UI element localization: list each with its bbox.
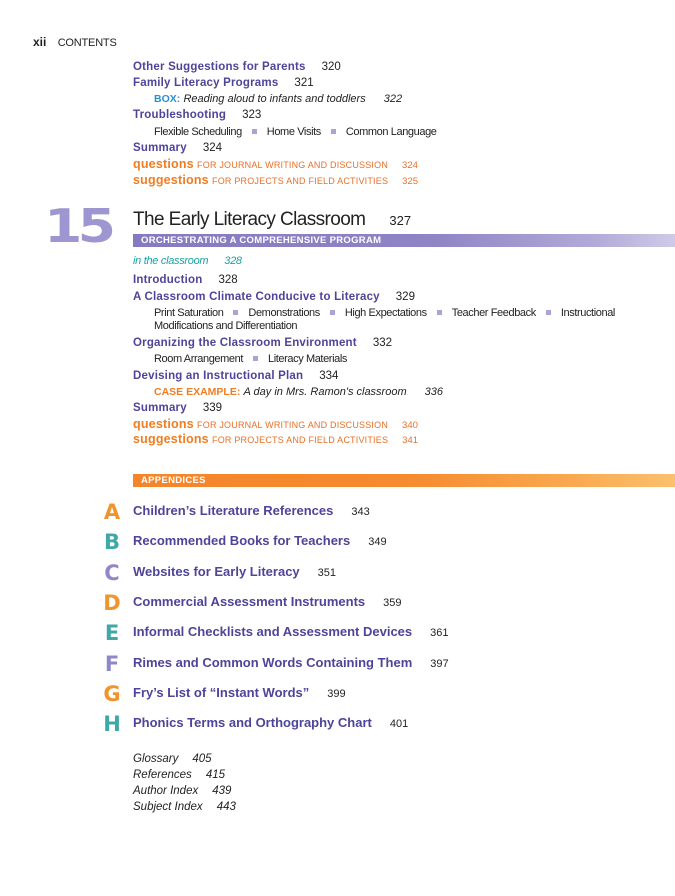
- entry-page: 324: [402, 160, 418, 171]
- toc-entry[interactable]: [133, 76, 314, 90]
- chapter-page: 327: [389, 213, 412, 228]
- subtopics: [154, 306, 615, 320]
- entry-page: 328: [218, 274, 238, 286]
- page-header: [33, 35, 117, 49]
- toc-entry[interactable]: [133, 336, 392, 350]
- entry-title: Informal Checklists and Assessment Devices: [133, 624, 413, 640]
- entry-title: Introduction: [133, 274, 203, 286]
- entry-page: 320: [321, 61, 341, 73]
- subtopic: Room Arrangement: [154, 353, 243, 365]
- chapter-heading[interactable]: [133, 209, 411, 232]
- entry-page: 329: [395, 291, 415, 303]
- questions-word: questions: [133, 417, 194, 431]
- appendix-entry[interactable]: [133, 715, 408, 732]
- box-entry[interactable]: [154, 92, 402, 106]
- entry-title: Fry’s List of “Instant Words”: [133, 684, 310, 700]
- entry-page: 340: [402, 420, 418, 431]
- backmatter-entry[interactable]: [133, 784, 231, 798]
- suggestions-entry[interactable]: [133, 173, 418, 189]
- case-label: CASE EXAMPLE:: [154, 386, 241, 398]
- subtopic: Instructional: [560, 307, 615, 319]
- questions-entry[interactable]: [133, 417, 418, 433]
- entry-page: 334: [319, 370, 339, 382]
- appendix-entry[interactable]: [133, 503, 370, 520]
- subtopics: [154, 352, 347, 366]
- entry-page: 361: [430, 627, 449, 640]
- bullet-square-icon: [252, 129, 257, 134]
- box-label: BOX:: [154, 93, 181, 105]
- chapter-subtitle-banner: ORCHESTRATING A COMPREHENSIVE PROGRAM: [133, 234, 675, 247]
- entry-title: Commercial Assessment Instruments: [133, 593, 366, 609]
- box-page: 322: [383, 93, 403, 105]
- entry-page: 323: [242, 109, 262, 121]
- appendix-entry[interactable]: [133, 624, 449, 641]
- entry-page: 328: [224, 255, 242, 267]
- entry-page: 351: [317, 566, 337, 579]
- entry-title: Other Suggestions for Parents: [133, 61, 306, 73]
- entry-page: 399: [327, 687, 346, 700]
- subtopic: High Expectations: [344, 307, 427, 319]
- questions-rest: FOR JOURNAL WRITING AND DISCUSSION: [197, 420, 389, 430]
- entry-page: 321: [294, 77, 314, 89]
- entry-page: 332: [372, 337, 393, 349]
- bullet-square-icon: [437, 310, 442, 315]
- toc-entry[interactable]: [133, 273, 238, 287]
- in-the-classroom-entry[interactable]: [133, 254, 242, 268]
- subtopic-continued: Modifications and Differentiation: [154, 320, 298, 332]
- backmatter-entry[interactable]: [133, 800, 236, 814]
- subtopics: [154, 125, 437, 139]
- entry-page: 324: [202, 142, 223, 154]
- entry-title: Troubleshooting: [133, 109, 227, 121]
- appendix-entry[interactable]: [133, 655, 449, 672]
- entry-page: 401: [389, 718, 409, 731]
- page-number: xii: [33, 35, 47, 49]
- entry-page: 325: [402, 176, 419, 187]
- entry-page: 339: [202, 402, 223, 414]
- bullet-square-icon: [233, 310, 238, 315]
- appendix-letter: C: [104, 560, 120, 585]
- suggestions-word: suggestions: [133, 432, 209, 446]
- bullet-square-icon: [330, 310, 335, 315]
- subtopic: Teacher Feedback: [451, 307, 536, 319]
- entry-title: in the classroom: [133, 255, 209, 267]
- appendix-entry[interactable]: [133, 594, 402, 611]
- questions-entry[interactable]: [133, 157, 418, 173]
- toc-entry[interactable]: [133, 141, 222, 155]
- toc-entry[interactable]: [133, 290, 415, 304]
- toc-entry[interactable]: [133, 108, 261, 122]
- toc-entry[interactable]: [133, 401, 222, 415]
- entry-title: Subject Index: [133, 801, 203, 813]
- bullet-square-icon: [253, 356, 258, 361]
- subtopic: Flexible Scheduling: [154, 126, 242, 138]
- questions-rest: FOR JOURNAL WRITING AND DISCUSSION: [197, 160, 389, 170]
- backmatter-entry[interactable]: [133, 768, 225, 782]
- entry-title: Summary: [133, 402, 187, 414]
- bullet-square-icon: [546, 310, 551, 315]
- subtopic: Home Visits: [266, 126, 321, 138]
- toc-entry[interactable]: [133, 60, 341, 74]
- entry-title: Family Literacy Programs: [133, 77, 279, 89]
- entry-title: Recommended Books for Teachers: [133, 533, 351, 549]
- case-example-entry[interactable]: [154, 385, 443, 399]
- chapter-number: 15: [44, 199, 112, 253]
- appendix-letter: D: [103, 590, 121, 615]
- subtopic: Common Language: [345, 126, 437, 138]
- entry-title: Organizing the Classroom Environment: [133, 337, 357, 349]
- entry-title: A Classroom Climate Conducive to Literacy: [133, 291, 380, 303]
- appendix-letter: G: [103, 681, 121, 706]
- entry-page: 341: [402, 435, 419, 446]
- suggestions-word: suggestions: [133, 173, 209, 187]
- toc-entry[interactable]: [133, 369, 338, 383]
- questions-word: questions: [133, 157, 194, 171]
- entry-page: 359: [383, 596, 402, 609]
- appendix-entry[interactable]: [133, 533, 387, 550]
- subtopic: Demonstrations: [248, 307, 320, 319]
- suggestions-entry[interactable]: [133, 432, 418, 448]
- appendix-letter: H: [103, 712, 121, 737]
- case-title: A day in Mrs. Ramon's classroom: [243, 386, 407, 398]
- entry-title: Glossary: [133, 753, 179, 765]
- entry-page: 443: [216, 801, 236, 813]
- entry-title: Websites for Early Literacy: [133, 563, 300, 579]
- entry-title: Phonics Terms and Orthography Chart: [133, 715, 372, 731]
- entry-page: 343: [351, 506, 370, 518]
- appendix-letter: A: [103, 500, 121, 524]
- case-page: 336: [424, 386, 443, 398]
- suggestions-rest: FOR PROJECTS AND FIELD ACTIVITIES: [212, 435, 389, 445]
- appendix-letter: F: [104, 651, 120, 676]
- subtopic: Print Saturation: [154, 307, 224, 319]
- chapter-title: The Early Literacy Classroom: [133, 209, 366, 230]
- entry-page: 405: [192, 753, 212, 765]
- subtopic: Literacy Materials: [267, 353, 347, 365]
- entry-title: Author Index: [133, 785, 199, 797]
- entry-page: 397: [430, 657, 449, 670]
- suggestions-rest: FOR PROJECTS AND FIELD ACTIVITIES: [212, 176, 389, 186]
- entry-page: 349: [368, 536, 387, 549]
- entry-page: 439: [212, 785, 232, 797]
- box-title: Reading aloud to infants and toddlers: [183, 93, 366, 105]
- entry-page: 415: [205, 769, 225, 781]
- appendix-letter: E: [104, 621, 120, 646]
- entry-title: Summary: [133, 142, 187, 154]
- appendix-letter: B: [103, 530, 120, 555]
- appendices-banner: APPENDICES: [133, 474, 675, 487]
- backmatter-entry[interactable]: [133, 752, 212, 766]
- entry-title: Children’s Literature References: [133, 503, 334, 518]
- entry-title: Rimes and Common Words Containing Them: [133, 654, 413, 670]
- appendix-entry[interactable]: [133, 564, 336, 581]
- bullet-square-icon: [331, 129, 336, 134]
- appendix-entry[interactable]: [133, 685, 346, 702]
- entry-title: References: [133, 769, 192, 781]
- section-label: CONTENTS: [57, 37, 117, 49]
- entry-title: Devising an Instructional Plan: [133, 370, 304, 382]
